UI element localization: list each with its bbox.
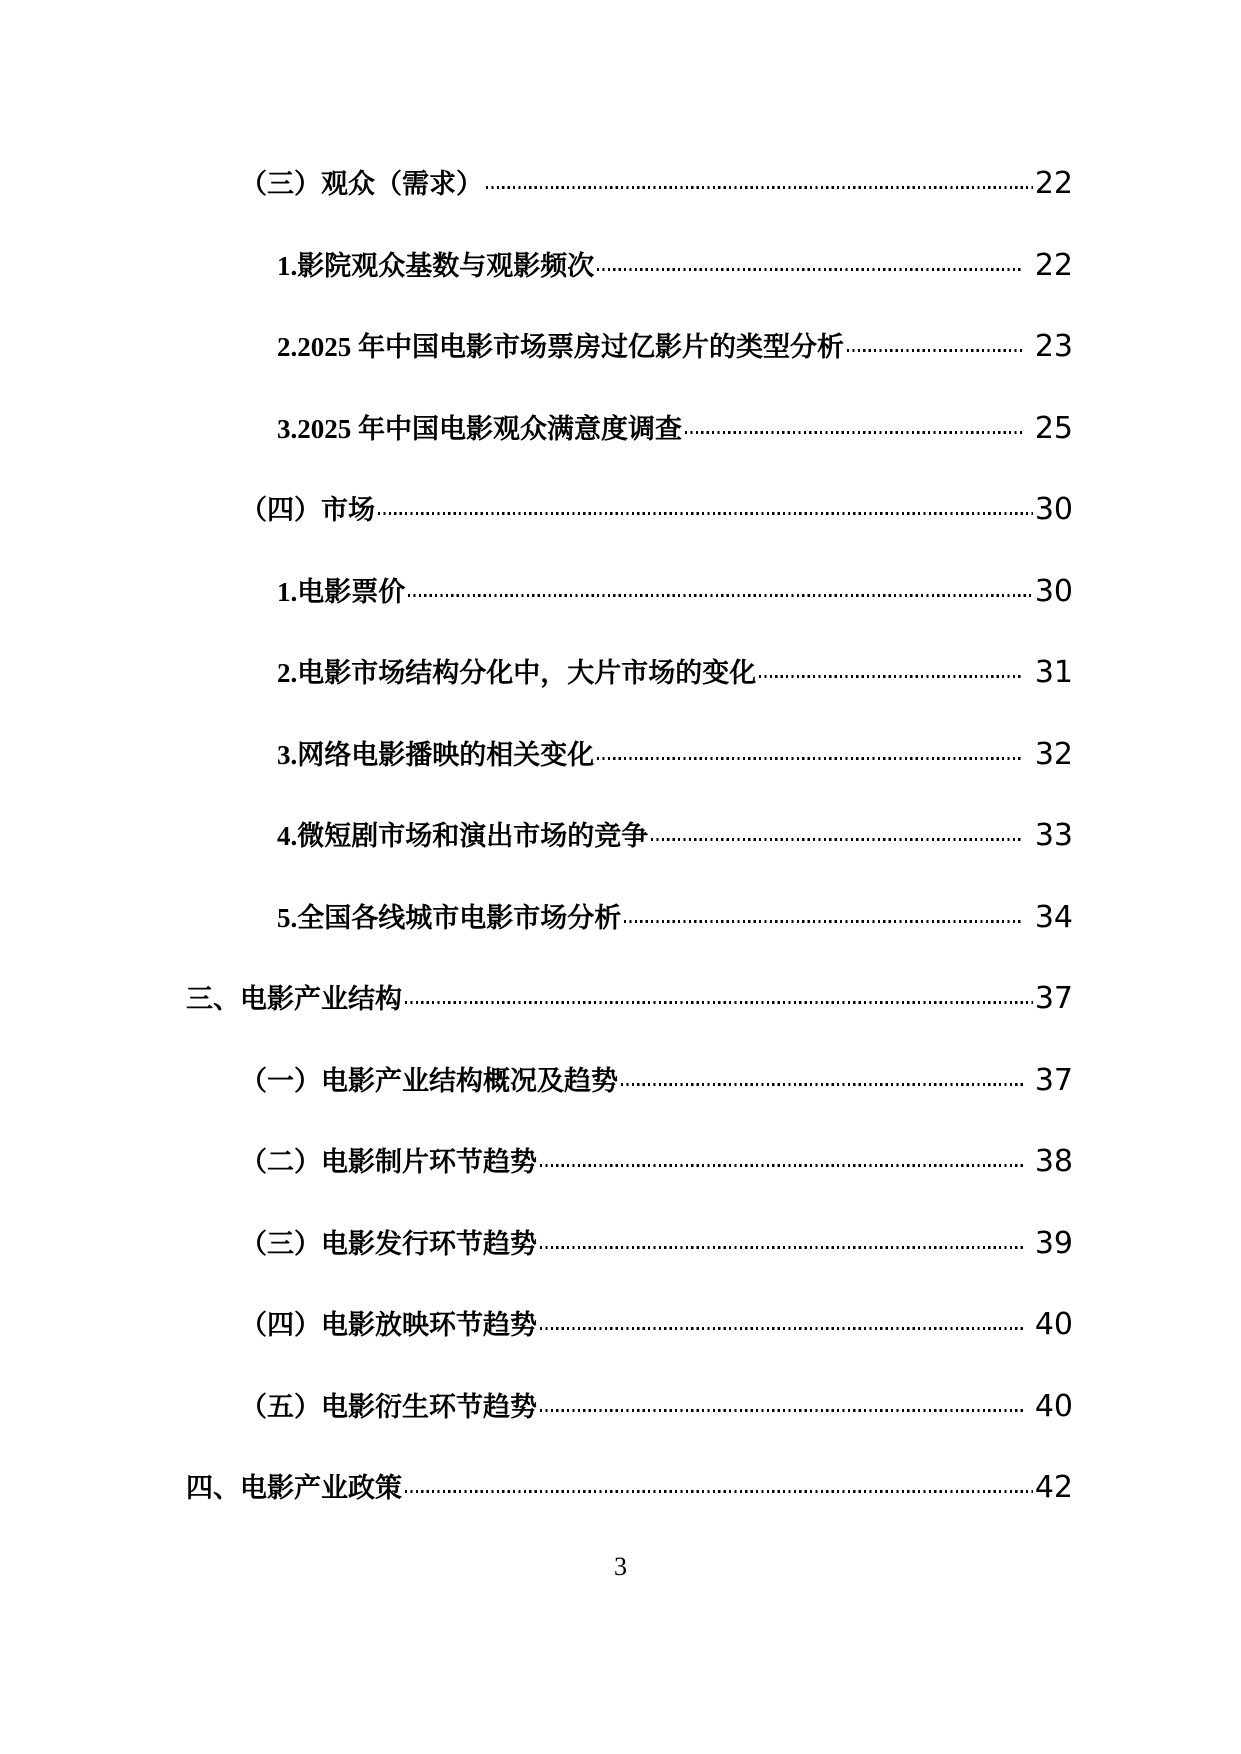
toc-page-number: 33 — [1025, 818, 1073, 853]
toc-row — [0, 1144, 1241, 1230]
toc-dot-leader — [624, 920, 1023, 923]
toc-dot-leader — [759, 675, 1023, 678]
toc-page-number: 23 — [1025, 329, 1073, 364]
toc-page-number: 42 — [1034, 1470, 1073, 1505]
toc-item-label: 1.电影票价 — [277, 576, 406, 607]
toc-page-number: 39 — [1025, 1225, 1073, 1261]
toc-page-number: 31 — [1025, 655, 1073, 690]
toc-page-number: 40 — [1025, 1307, 1073, 1342]
toc-row — [0, 1388, 1241, 1475]
toc-list — [0, 166, 1241, 1556]
toc-row — [0, 166, 1241, 252]
toc-dot-leader — [378, 512, 1033, 515]
toc-dot-leader — [405, 1490, 1033, 1493]
page-footer — [0, 1553, 1241, 1580]
toc-dot-leader — [597, 757, 1023, 760]
toc-row — [0, 899, 1241, 986]
toc-page-number: 37 — [1034, 981, 1073, 1016]
toc-row — [0, 573, 1241, 660]
toc-item-label: 2.电影市场结构分化中，大片市场的变化 — [277, 658, 757, 688]
toc-dot-leader — [486, 186, 1033, 189]
toc-item-label: （三）观众（需求） — [240, 169, 483, 199]
toc-item-label: （三）电影发行环节趋势 — [240, 1228, 537, 1259]
toc-item-label: （五）电影衍生环节趋势 — [240, 1391, 537, 1422]
toc-item-label: 2.2025 年中国电影市场票房过亿影片的类型分析 — [277, 332, 844, 362]
toc-dot-leader — [651, 838, 1023, 841]
toc-row — [0, 410, 1241, 497]
toc-page-number: 30 — [1034, 573, 1073, 609]
toc-item-label: 三、电影产业结构 — [186, 984, 402, 1014]
toc-page-number: 34 — [1025, 899, 1073, 935]
toc-row — [0, 492, 1241, 578]
toc-dot-leader — [540, 1327, 1023, 1330]
toc-page-number: 22 — [1025, 247, 1073, 283]
toc-dot-leader — [597, 268, 1023, 271]
toc-item-label: 5.全国各线城市电影市场分析 — [277, 902, 622, 933]
toc-item-label: （四）市场 — [240, 495, 375, 525]
toc-dot-leader — [540, 1246, 1023, 1249]
toc-row — [0, 1470, 1241, 1556]
toc-row — [0, 247, 1241, 334]
toc-dot-leader — [847, 349, 1023, 352]
toc-dot-leader — [621, 1083, 1023, 1086]
toc-row — [0, 818, 1241, 904]
toc-row — [0, 1225, 1241, 1312]
footer-page-number: 3 — [614, 1552, 627, 1581]
toc-page-number: 30 — [1034, 492, 1073, 527]
toc-page-number: 32 — [1025, 736, 1073, 772]
toc-page-number: 38 — [1025, 1144, 1073, 1179]
toc-row — [0, 1062, 1241, 1149]
toc-item-label: 四、电影产业政策 — [186, 1473, 402, 1503]
toc-item-label: （二）电影制片环节趋势 — [240, 1147, 537, 1177]
toc-item-label: （四）电影放映环节趋势 — [240, 1310, 537, 1340]
toc-row — [0, 655, 1241, 741]
toc-page-number: 40 — [1025, 1388, 1073, 1424]
toc-row — [0, 329, 1241, 415]
toc-item-label: 1.影院观众基数与观影频次 — [277, 250, 595, 281]
toc-dot-leader — [408, 594, 1033, 597]
toc-page-number: 37 — [1025, 1062, 1073, 1098]
toc-dot-leader — [685, 431, 1023, 434]
toc-item-label: 3.网络电影播映的相关变化 — [277, 739, 595, 770]
toc-item-label: 4.微短剧市场和演出市场的竞争 — [277, 821, 649, 851]
toc-dot-leader — [405, 1001, 1033, 1004]
toc-item-label: 3.2025 年中国电影观众满意度调查 — [277, 413, 682, 444]
toc-row — [0, 981, 1241, 1067]
toc-page-number: 22 — [1034, 166, 1073, 201]
toc-item-label: （一）电影产业结构概况及趋势 — [240, 1065, 618, 1096]
toc-row — [0, 1307, 1241, 1393]
toc-row — [0, 736, 1241, 823]
toc-dot-leader — [540, 1164, 1023, 1167]
toc-page-number: 25 — [1025, 410, 1073, 446]
toc-dot-leader — [540, 1409, 1023, 1412]
